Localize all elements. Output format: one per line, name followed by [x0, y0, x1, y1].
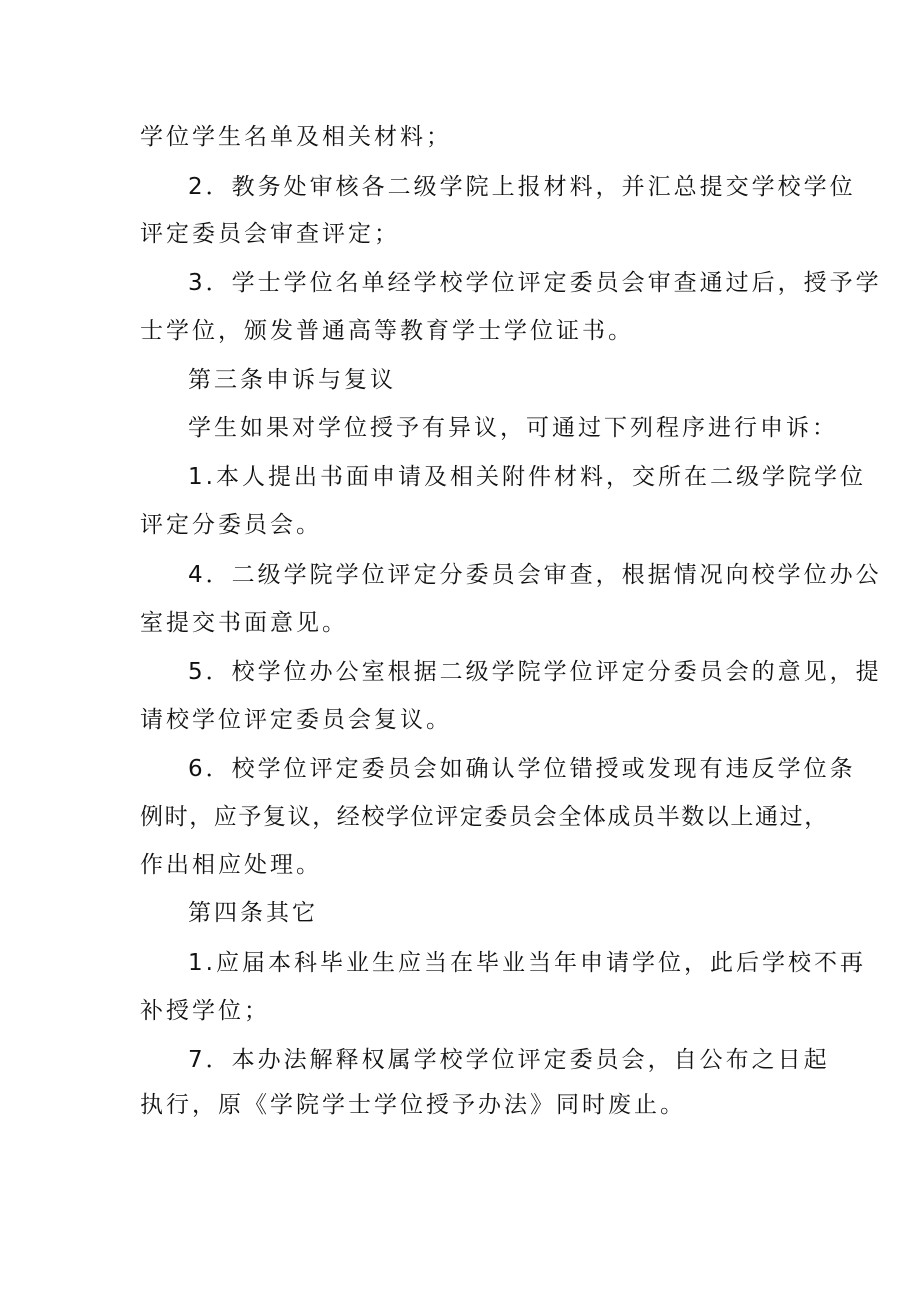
- text-line: 6．校学位评定委员会如确认学位错授或发现有违反学位条: [188, 756, 856, 782]
- text-line: 1.应届本科毕业生应当在毕业当年申请学位，此后学校不再: [188, 950, 866, 976]
- text-line: 例时，应予复议，经校学位评定委员会全体成员半数以上通过，: [140, 804, 829, 830]
- text-line: 4．二级学院学位评定分委员会审查，根据情况向校学位办公: [188, 562, 882, 588]
- text-line: 学位学生名单及相关材料；: [140, 124, 452, 150]
- text-line: 评定分委员会。: [140, 512, 322, 538]
- text-line: 室提交书面意见。: [140, 610, 348, 636]
- text-line: 评定委员会审查评定；: [140, 221, 400, 247]
- text-line: 补授学位；: [140, 998, 270, 1024]
- text-line: 7．本办法解释权属学校学位评定委员会，自公布之日起: [188, 1047, 830, 1073]
- text-line: 1.本人提出书面申请及相关附件材料，交所在二级学院学位: [188, 464, 866, 490]
- text-line: 5．校学位办公室根据二级学院学位评定分委员会的意见，提: [188, 659, 882, 685]
- text-line: 3．学士学位名单经学校学位评定委员会审查通过后，授予学: [188, 270, 882, 296]
- text-line: 士学位，颁发普通高等教育学士学位证书。: [140, 318, 634, 344]
- text-line: 学生如果对学位授予有异议，可通过下列程序进行申诉：: [188, 415, 838, 441]
- text-line: 请校学位评定委员会复议。: [140, 707, 452, 733]
- text-line: 执行，原《学院学士学位授予办法》同时废止。: [140, 1092, 686, 1118]
- text-line: 2．教务处审核各二级学院上报材料，并汇总提交学校学位: [188, 174, 856, 200]
- text-line: 作出相应处理。: [140, 852, 322, 878]
- section-heading: 第四条其它: [188, 900, 318, 926]
- section-heading: 第三条申诉与复议: [188, 367, 396, 393]
